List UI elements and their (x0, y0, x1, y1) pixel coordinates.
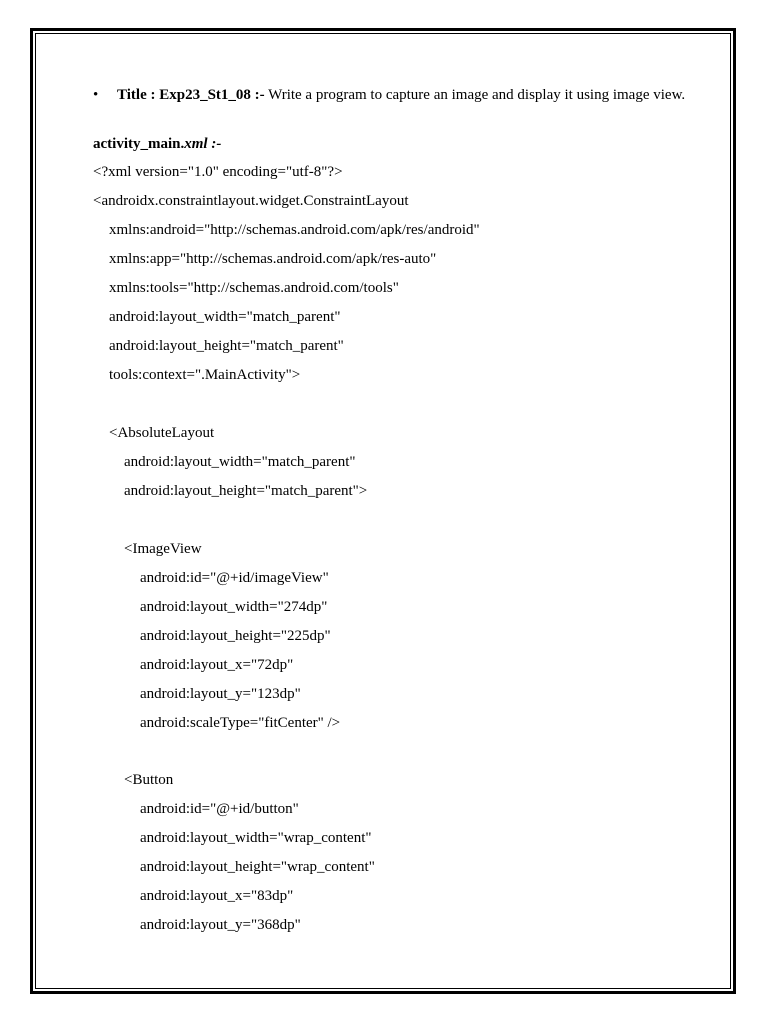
code-line: android:layout_width="match_parent" (124, 454, 356, 470)
code-line: android:layout_x="83dp" (140, 888, 294, 904)
code-line: android:layout_height="wrap_content" (140, 859, 375, 875)
code-line: android:layout_width="match_parent" (109, 309, 341, 325)
code-line: android:id="@+id/imageView" (140, 570, 329, 586)
code-line: <?xml version="1.0" encoding="utf-8"?> (93, 164, 343, 180)
code-line: android:layout_y="368dp" (140, 917, 301, 933)
code-line: <ImageView (124, 541, 202, 557)
title-text (117, 88, 687, 103)
code-line: android:layout_height="match_parent" (109, 338, 344, 354)
code-line: xmlns:android="http://schemas.android.com/apk/res/android" (109, 222, 480, 238)
code-line: android:id="@+id/button" (140, 801, 299, 817)
code-line: android:layout_width="wrap_content" (140, 830, 372, 846)
code-line: android:layout_y="123dp" (140, 686, 301, 702)
code-line: <Button (124, 772, 174, 788)
code-line: <androidx.constraintlayout.widget.ConstraintLayout (93, 193, 409, 209)
title-description: Write a program to capture an image and display it using image view. (264, 87, 686, 103)
section-heading (93, 136, 221, 153)
code-line: xmlns:tools="http://schemas.android.com/tools" (109, 280, 399, 296)
code-line: android:layout_height="225dp" (140, 628, 331, 644)
title-label: Title : Exp23_St1_08 :- (117, 87, 265, 103)
code-line: android:layout_x="72dp" (140, 657, 294, 673)
bullet-icon: • (93, 87, 99, 103)
code-line: android:scaleType="fitCenter" /> (140, 715, 341, 731)
heading-filename: activity_main. (93, 136, 185, 152)
heading-extension: xml :- (184, 136, 222, 152)
code-line: android:layout_height="match_parent"> (124, 483, 368, 499)
code-line: tools:context=".MainActivity"> (109, 367, 301, 383)
code-line: <AbsoluteLayout (109, 425, 215, 441)
code-line: xmlns:app="http://schemas.android.com/apk/res-auto" (109, 251, 437, 267)
code-line: android:layout_width="274dp" (140, 599, 328, 615)
